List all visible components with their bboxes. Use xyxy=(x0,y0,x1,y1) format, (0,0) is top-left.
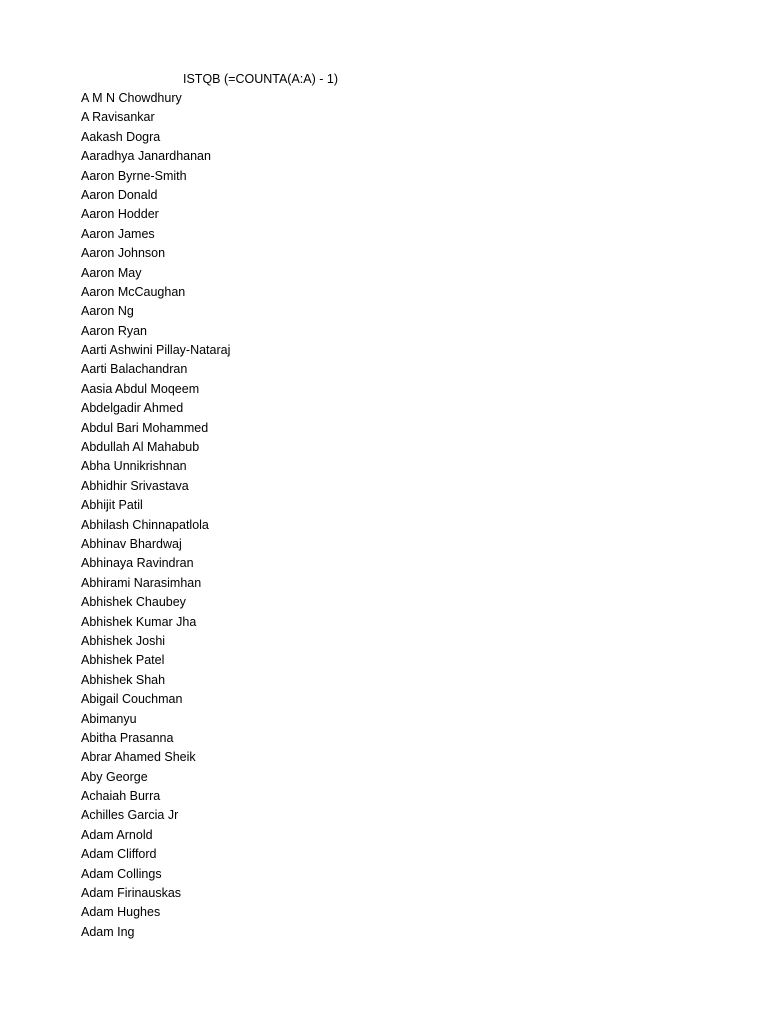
name-row: Aaron Byrne-Smith xyxy=(81,168,187,183)
name-row: A Ravisankar xyxy=(81,110,155,125)
name-row: Abdul Bari Mohammed xyxy=(81,420,209,435)
column-header: ISTQB (=COUNTA(A:A) - 1) xyxy=(183,72,338,86)
name-row: Abitha Prasanna xyxy=(81,730,174,745)
name-row: Aaron James xyxy=(81,226,155,241)
name-row: Abdelgadir Ahmed xyxy=(81,401,184,416)
name-row: Abhishek Kumar Jha xyxy=(81,614,197,629)
name-row: Abhishek Shah xyxy=(81,672,166,687)
name-row: Aakash Dogra xyxy=(81,129,161,144)
name-row: Achilles Garcia Jr xyxy=(81,808,179,823)
name-row: Aaron Ng xyxy=(81,304,134,319)
name-row: Abhishek Chaubey xyxy=(81,595,186,610)
name-row: Adam Hughes xyxy=(81,905,161,920)
name-row: Aaron Ryan xyxy=(81,323,148,338)
name-row: Aaron May xyxy=(81,265,142,280)
name-row: Abhijit Patil xyxy=(81,498,143,513)
name-row: Abimanyu xyxy=(81,711,137,726)
name-row: Abhishek Joshi xyxy=(81,633,166,648)
name-row: Aarti Ashwini Pillay-Nataraj xyxy=(81,343,231,358)
name-row: Abhirami Narasimhan xyxy=(81,575,202,590)
name-row: Aby George xyxy=(81,769,148,784)
name-row: Abha Unnikrishnan xyxy=(81,459,187,474)
name-row: Abigail Couchman xyxy=(81,692,183,707)
name-row: Aarti Balachandran xyxy=(81,362,188,377)
name-row: Aaradhya Janardhanan xyxy=(81,149,211,164)
name-row: A M N Chowdhury xyxy=(81,91,182,105)
name-row: Abhishek Patel xyxy=(81,653,165,668)
name-row: Abhilash Chinnapatlola xyxy=(81,517,209,532)
name-row: Adam Clifford xyxy=(81,847,157,862)
name-row: Abhidhir Srivastava xyxy=(81,478,189,493)
name-row: Adam Ing xyxy=(81,924,135,939)
name-row: Abrar Ahamed Sheik xyxy=(81,750,196,765)
name-row: Abhinaya Ravindran xyxy=(81,556,194,571)
name-row: Aaron McCaughan xyxy=(81,284,186,299)
name-row: Aaron Donald xyxy=(81,187,158,202)
name-row: Aaron Johnson xyxy=(81,246,166,261)
name-row: Abhinav Bhardwaj xyxy=(81,536,182,551)
name-row: Aasia Abdul Moqeem xyxy=(81,381,200,396)
name-row: Adam Firinauskas xyxy=(81,886,182,901)
name-row: Abdullah Al Mahabub xyxy=(81,440,200,455)
name-row: Achaiah Burra xyxy=(81,789,161,804)
name-row: Adam Arnold xyxy=(81,827,153,842)
name-list xyxy=(81,89,230,942)
name-row: Adam Collings xyxy=(81,866,162,881)
name-row: Aaron Hodder xyxy=(81,207,159,222)
